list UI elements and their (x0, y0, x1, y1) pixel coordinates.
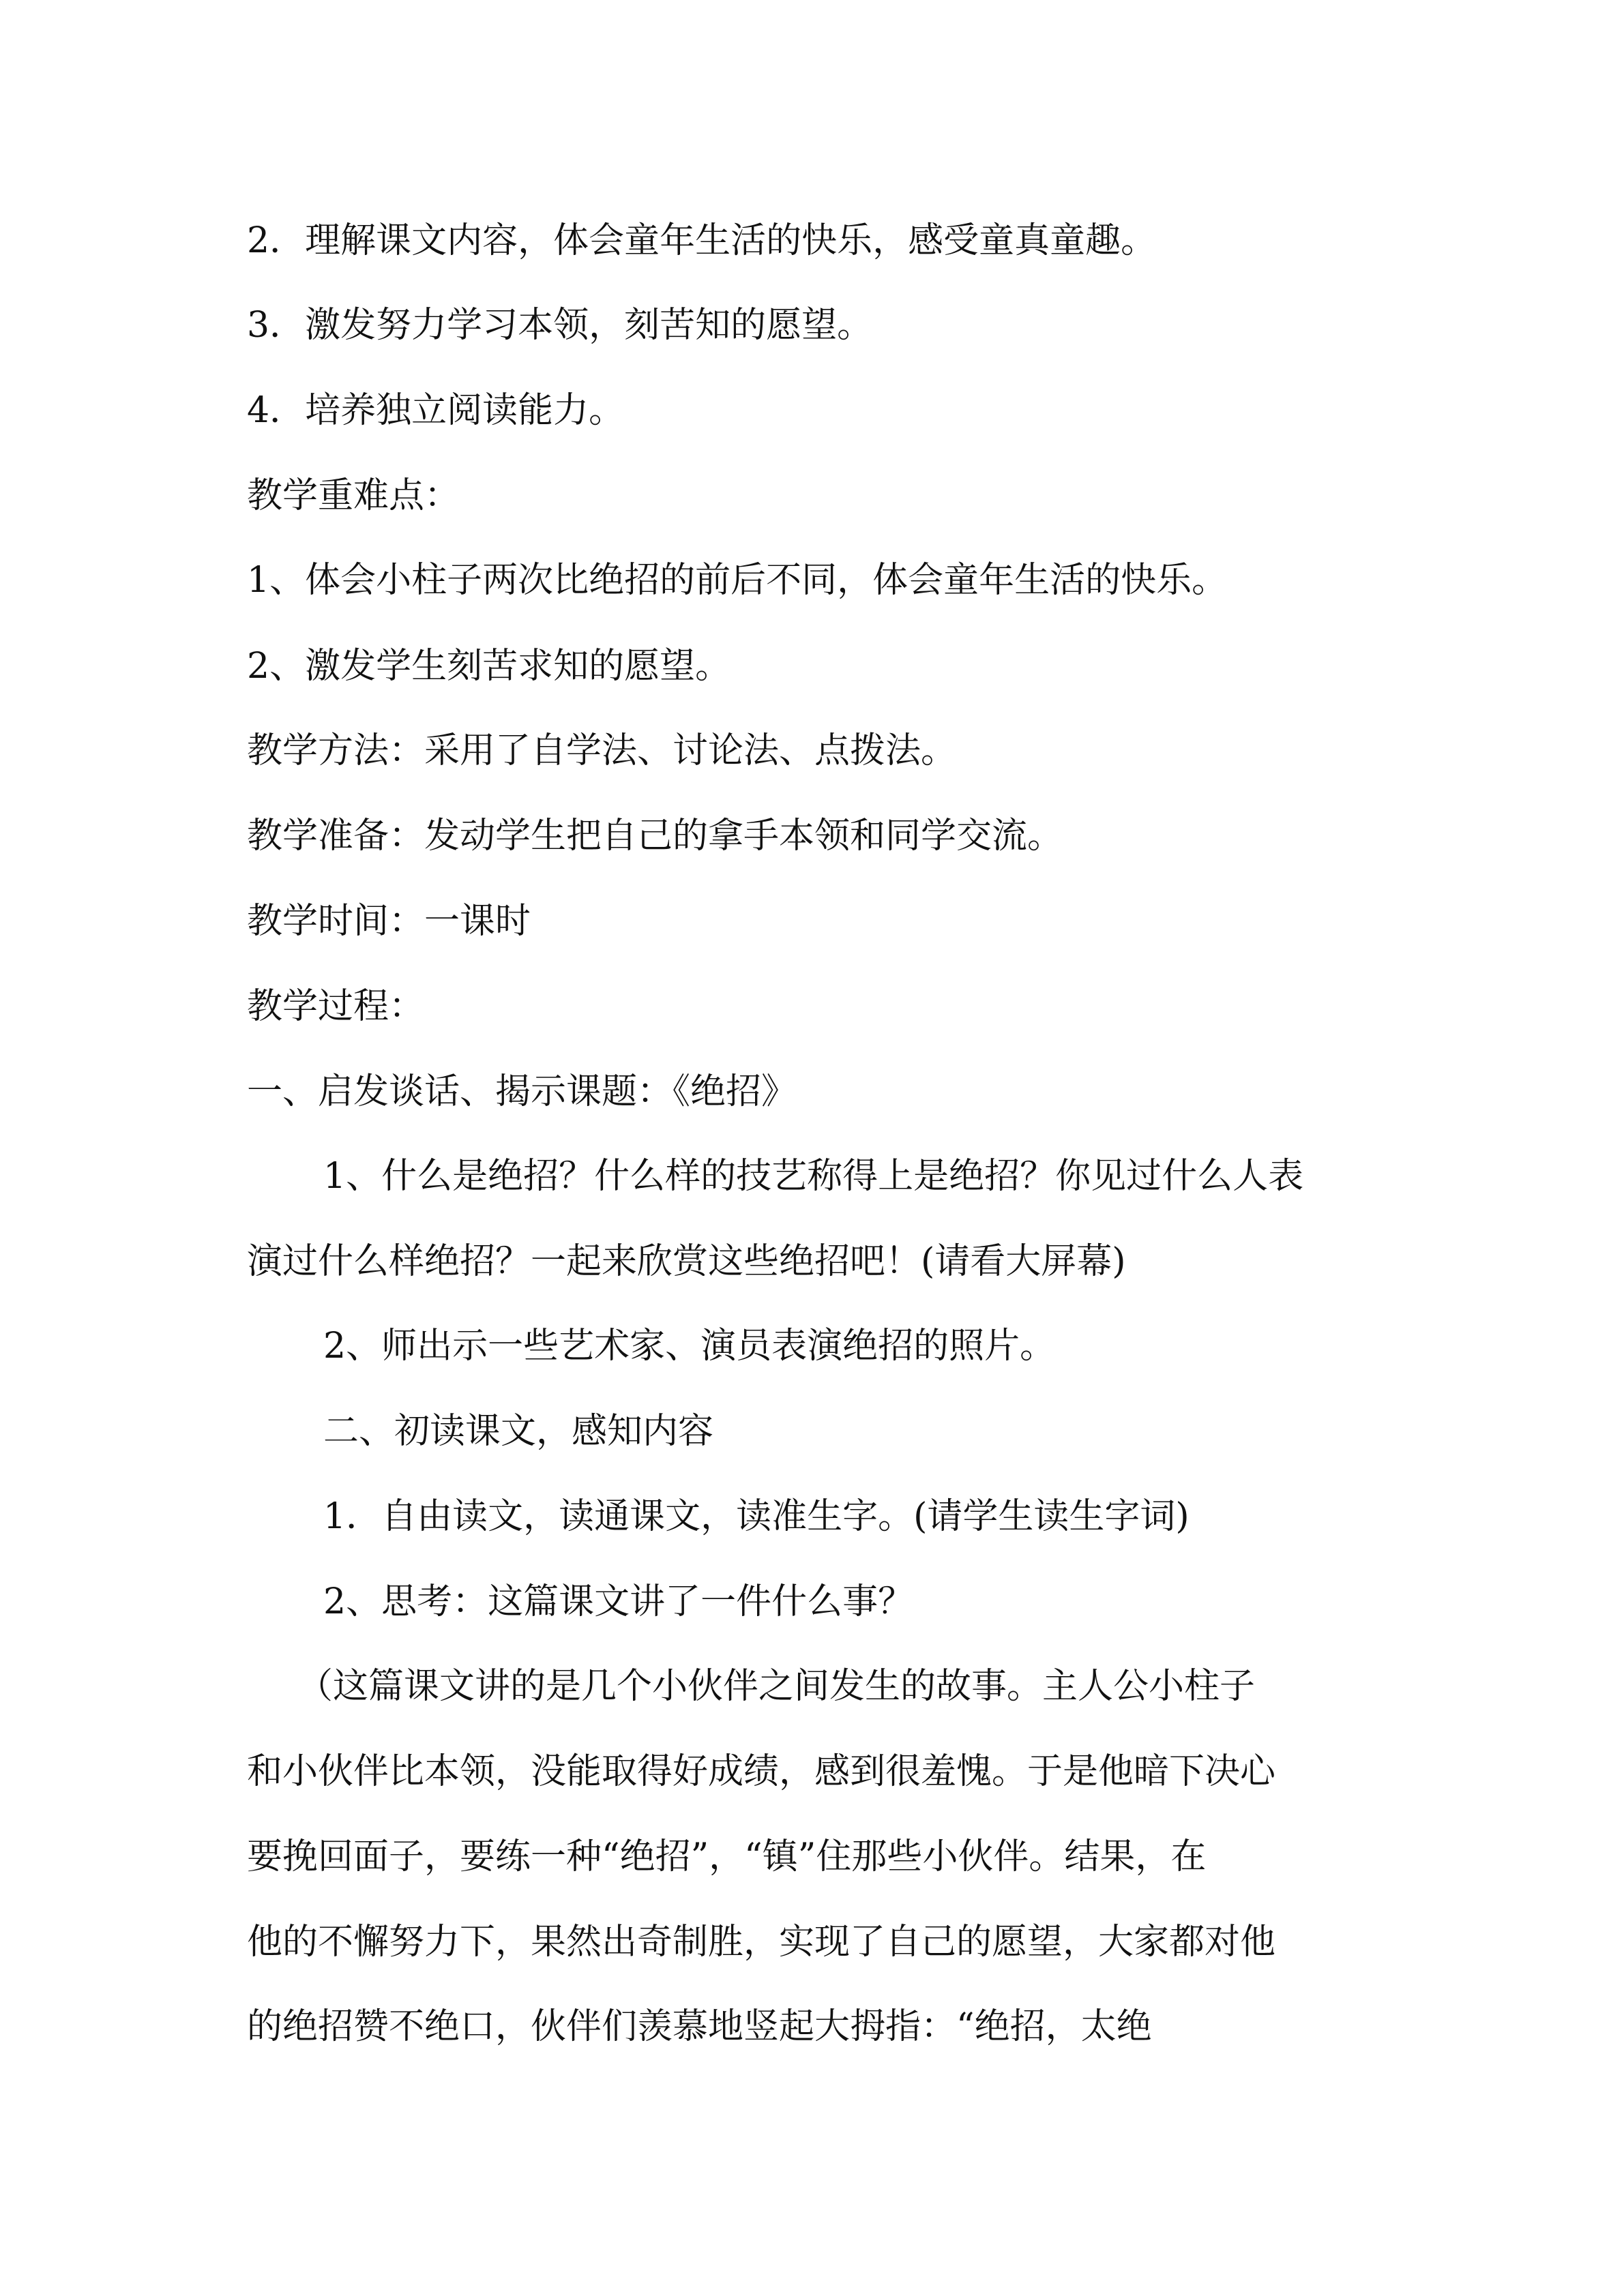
key-point-2: 2、激发学生刻苦求知的愿望。 (247, 646, 731, 687)
key-point-1: 1、体会小柱子两次比绝招的前后不同，体会童年生活的快乐。 (247, 560, 1228, 601)
teaching-preparation: 教学准备：发动学生把自己的拿手本领和同学交流。 (247, 816, 1063, 856)
reading-step-1: 1．自由读文，读通课文，读准生字。(请学生读生字词) (323, 1496, 1190, 1537)
step-2: 2、师出示一些艺术家、演员表演绝招的照片。 (323, 1326, 1056, 1367)
teaching-methods: 教学方法：采用了自学法、讨论法、点拨法。 (247, 730, 957, 771)
question-1-line-2: 演过什么样绝招？一起来欣赏这些绝招吧！(请看大屏幕) (247, 1241, 1126, 1282)
section-2-heading: 二、初读课文，感知内容 (323, 1411, 714, 1452)
goal-3: 3．激发努力学习本领，刻苦知的愿望。 (247, 305, 873, 346)
answer-line-3: 要挽回面子，要练一种“绝招”，“镇”住那些小伙伴。结果，在 (247, 1836, 1207, 1877)
answer-line-2: 和小伙伴比本领，没能取得好成绩，感到很羞愧。于是他暗下决心 (247, 1751, 1276, 1792)
key-points-heading: 教学重难点： (247, 475, 460, 516)
answer-line-1: （这篇课文讲的是几个小伙伴之间发生的故事。主人公小柱子 (297, 1666, 1256, 1707)
goal-2: 2．理解课文内容，体会童年生活的快乐，感受童真童趣。 (247, 220, 1157, 261)
teaching-time: 教学时间：一课时 (247, 901, 531, 942)
question-1-line-1: 1、什么是绝招？什么样的技艺称得上是绝招？你见过什么人表 (323, 1156, 1304, 1197)
goal-4: 4．培养独立阅读能力。 (247, 390, 625, 431)
section-1-heading: 一、启发谈话、揭示课题：《绝招》 (247, 1071, 797, 1112)
teaching-process-heading: 教学过程： (247, 986, 425, 1027)
reading-step-2: 2、思考：这篇课文讲了一件什么事？ (323, 1581, 914, 1622)
answer-line-4: 他的不懈努力下，果然出奇制胜，实现了自己的愿望，大家都对他 (247, 1922, 1276, 1963)
answer-line-5: 的绝招赞不绝口，伙伴们羡慕地竖起大拇指：“绝招，太绝 (247, 2006, 1152, 2047)
